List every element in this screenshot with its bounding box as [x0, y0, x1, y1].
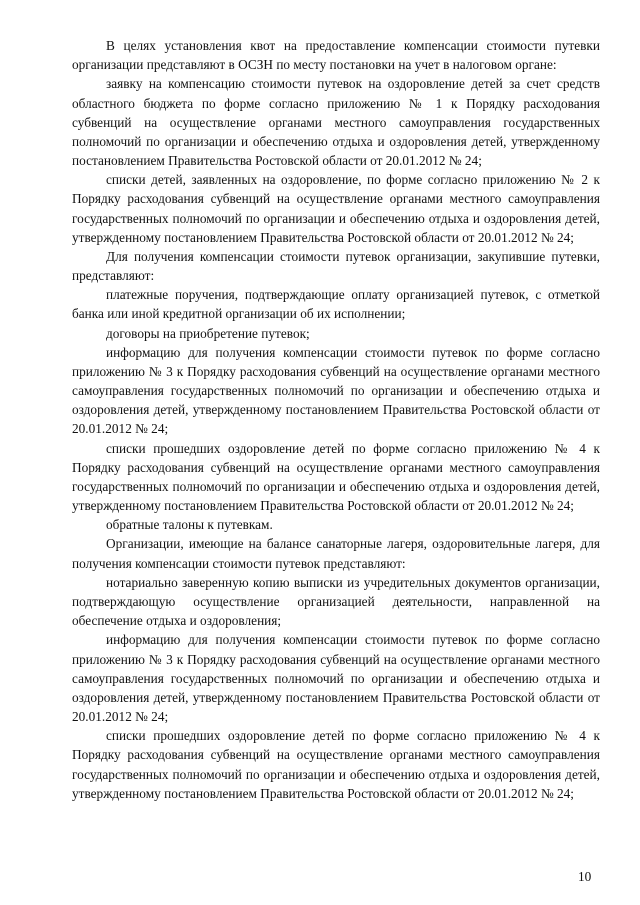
- page-number: 10: [578, 869, 592, 884]
- paragraph-contracts: договоры на приобретение путевок;: [106, 325, 310, 341]
- body-text: [72, 36, 600, 803]
- paragraph-notarized-copy: нотариально заверенную копию выписки из учредительных документов организации, подтверждающую осуществление организацией деятельности, направленной на обеспечение отдыха и оздоровления;: [72, 574, 600, 629]
- paragraph-payment-orders: платежные поручения, подтверждающие оплату организацией путевок, с отметкой банка или иной кредитной организации об их исполнении;: [72, 287, 600, 322]
- paragraph-information-form-3: информацию для получения компенсации стоимости путевок по форме согласно приложению № 3 к Порядку расходования субвенций на осуществление органами местного самоуправления государственных полномочий по организации и обеспечению отдыха и оздоровления детей, утвержденному постановлением Правительства Ростовской области от 20.01.2012 № 24;: [72, 344, 600, 437]
- paragraph-recovered-lists-form-4: списки прошедших оздоровление детей по форме согласно приложению № 4 к Порядку расходования субвенций на осуществление органами местного самоуправления государственных полномочий по организации и обеспечению отдыха и оздоровления детей, утвержденному постановлением Правительства Ростовской области от 20.01.2012 № 24;: [72, 440, 600, 514]
- paragraph-recovered-lists-form-4-camps: списки прошедших оздоровление детей по форме согласно приложению № 4 к Порядку расходования субвенций на осуществление органами местного самоуправления государственных полномочий по организации и обеспечению отдыха и оздоровления детей, утвержденному постановлением Правительства Ростовской области от 20.01.2012 № 24;: [72, 728, 600, 801]
- paragraph-camp-owners-intro: Организации, имеющие на балансе санаторные лагеря, оздоровительные лагеря, для получения компенсации стоимости путевок представляют:: [72, 536, 600, 571]
- paragraph-children-lists: списки детей, заявленных на оздоровление, по форме согласно приложению № 2 к Порядку расходования субвенций на осуществление органами местного самоуправления государственных полномочий по организации и обеспечению отдыха и оздоровления детей, утвержденному постановлением Правительства Ростовской области от 20.01.2012 № 24;: [72, 172, 600, 245]
- paragraph-return-coupons: обратные талоны к путевкам.: [106, 517, 273, 533]
- paragraph-purchasers-intro: Для получения компенсации стоимости путевок организации, закупившие путевки, представляют:: [72, 248, 600, 284]
- paragraph-information-form-3-camps: информацию для получения компенсации стоимости путевок по форме согласно приложению № 3 к Порядку расходования субвенций на осуществление органами местного самоуправления государственных полномочий по организации и обеспечению отдыха и оздоровления детей, утвержденному постановлением Правительства Ростовской области от 20.01.2012 № 24;: [72, 632, 600, 725]
- paragraph-application-form: заявку на компенсацию стоимости путевок на оздоровление детей за счет средств областного бюджета по форме согласно приложению № 1 к Порядку расходования субвенций на осуществление органами местного самоуправления государственных полномочий по организации и обеспечению отдыха и оздоровления детей, утвержденному постановлением Правительства Ростовской области от 20.01.2012 № 24;: [72, 76, 600, 169]
- paragraph-quota-intro: В целях установления квот на предоставление компенсации стоимости путевки организации представляют в ОСЗН по месту постановки на учет в налоговом органе:: [72, 38, 600, 73]
